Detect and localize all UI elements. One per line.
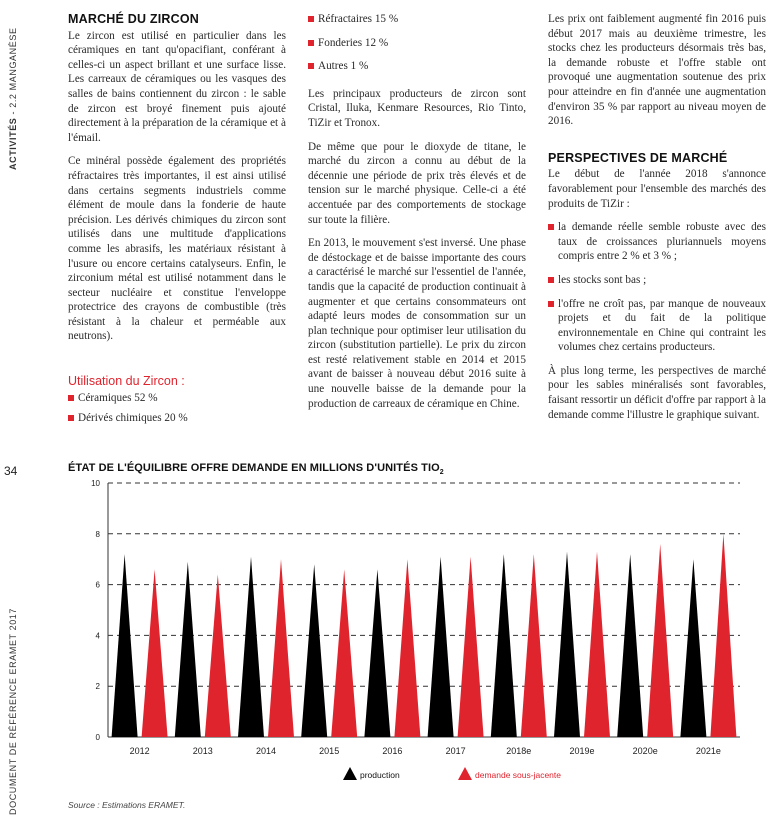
bar-demand	[142, 569, 168, 737]
y-tick-label: 0	[95, 733, 100, 742]
section-separator: -	[8, 107, 18, 118]
bar-production	[491, 554, 517, 737]
y-tick-label: 6	[95, 580, 100, 590]
x-tick-label: 2013	[192, 746, 213, 756]
section-title-zircon: MARCHÉ DU ZIRCON	[68, 12, 199, 26]
list-item: Dérivés chimiques 20 %	[68, 411, 286, 426]
bar-production	[364, 569, 390, 737]
section-title-perspectives: PERSPECTIVES DE MARCHÉ	[548, 150, 728, 165]
perspectives-list	[548, 220, 766, 355]
x-tick-label: 2014	[255, 746, 277, 756]
list-item: la demande réelle semble robuste avec des taux de croissances pluriannuels moyens compris entre 2 % et 3 % ;	[548, 220, 766, 264]
list-item: Fonderies 12 %	[308, 36, 526, 51]
bar-demand	[205, 574, 231, 737]
bar-production	[301, 564, 327, 737]
x-tick-label: 2020e	[632, 746, 658, 756]
uses-list-continued	[308, 12, 526, 74]
bar-demand	[458, 557, 484, 737]
uses-title: Utilisation du Zircon :	[68, 374, 185, 389]
x-tick-label: 2019e	[569, 746, 595, 756]
legend-label: production	[360, 770, 400, 780]
column-3	[548, 12, 766, 431]
document-footer-vertical: DOCUMENT DE RÉFÉRENCE ERAMET 2017	[8, 607, 18, 815]
y-tick-label: 10	[91, 479, 100, 488]
x-tick-label: 2015	[319, 746, 340, 756]
bar-demand	[268, 559, 294, 737]
column-2	[308, 12, 526, 420]
chapter-number: 2.2	[8, 93, 18, 108]
y-tick-label: 8	[95, 529, 100, 539]
paragraph: Ce minéral possède également des propriétés réfractaires très importantes, il est ainsi utilisé dans certains segments industriels comme élément de moule dans la fonderie de haute précision. Les dérivés chimiques du zircon sont utilisés dans une multitude d'applications comme les abrasifs, les matériaux résistant à l'usure ou encore certains catalyseurs. Enfin, le zirconium métal est utilisé notamment dans le secteur nucléaire et constitue l'enveloppe protectrice des crayons de combustible (très résistant à la chaleur et perméable aux neutrons).	[68, 155, 286, 343]
bar-demand	[394, 559, 420, 737]
section-label	[8, 27, 18, 170]
bar-demand	[584, 552, 610, 737]
supply-demand-chart	[60, 478, 770, 793]
source-note: Source : Estimations ERAMET.	[68, 800, 186, 810]
x-tick-label: 2016	[382, 746, 403, 756]
x-tick-label: 2018e	[506, 746, 532, 756]
bar-production	[680, 559, 706, 737]
uses-list	[68, 391, 286, 426]
y-tick-label: 4	[95, 631, 100, 641]
x-tick-label: 2021e	[695, 746, 721, 756]
section-name: ACTIVITÉS	[8, 117, 18, 170]
bar-production	[175, 562, 201, 737]
bar-production	[554, 552, 580, 737]
column-1	[68, 12, 286, 432]
bar-demand	[521, 554, 547, 737]
list-item: les stocks sont bas ;	[548, 273, 766, 288]
legend-label: demande sous-jacente	[475, 770, 562, 780]
paragraph: Le zircon est utilisé en particulier dans les céramiques en tant qu'opacifiant, conférant à celles-ci un aspect brillant et une surface lisse. Les carreaux de céramiques ou les vasques des salles de bains contiennent du zircon : le sable de zircon est broyé finement puis ajouté directement à la préparation de la céramique et à l'émail.	[68, 29, 286, 144]
paragraph: En 2013, le mouvement s'est inversé. Une phase de déstockage et de baisse importante des cours a caractérisé le marché sur l'essentiel de l'année, tandis que la capacité de production continuait à augmenter et que certains consommateurs ont adapté leurs modes de consommation sur un plan technique pour optimiser leur utilisation du zircon (substitution partielle). Le prix du zircon est resté relativement stable en 2014 et 2015 avant de baisser à nouveau début 2016 suite à une nouvelle baisse de la demande pour la production de carreaux de céramique en Chine.	[308, 237, 526, 410]
page-number: 34	[4, 464, 18, 478]
paragraph: Le début de l'année 2018 s'annonce favorablement pour l'ensemble des marchés des produits de TiZir :	[548, 168, 766, 210]
bar-production	[617, 554, 643, 737]
chart-title-subscript: 2	[439, 469, 444, 477]
legend-marker	[343, 767, 357, 780]
list-item: Autres 1 %	[308, 59, 526, 74]
bar-production	[112, 554, 138, 737]
chart-title	[68, 462, 444, 476]
legend-marker	[458, 767, 472, 780]
chart-title-text: ÉTAT DE L'ÉQUILIBRE OFFRE DEMANDE EN MILLIONS D'UNITÉS TIO	[68, 462, 440, 474]
list-item: l'offre ne croît pas, par manque de nouveaux projets et du fait de la politique environnementale en Chine qui contraint les volumes chez certains producteurs.	[548, 297, 766, 355]
list-item: Céramiques 52 %	[68, 391, 286, 406]
bar-production	[428, 557, 454, 737]
paragraph: À plus long terme, les perspectives de marché pour les sables minéralisés sont favorables, faisant ressortir un déficit d'offre par rapport à la demande comme l'illustre le graphique suivant.	[548, 364, 766, 421]
bar-demand	[331, 569, 357, 737]
paragraph: Les principaux producteurs de zircon sont Cristal, Iluka, Kenmare Resources, Rio Tinto, TiZir et Tronox.	[308, 87, 526, 129]
bar-production	[238, 557, 264, 737]
x-tick-label: 2012	[129, 746, 150, 756]
y-tick-label: 2	[95, 682, 100, 692]
paragraph: Les prix ont faiblement augmenté fin 2016 puis début 2017 mais au deuxième trimestre, les stocks chez les producteurs désormais très bas, la demande robuste et l'offre stable ont provoqué une augmentation soutenue des prix pour atteindre en fin d'année une augmentation d'environ 35 % par rapport au niveau moyen de 2016.	[548, 13, 766, 128]
bar-demand	[647, 544, 673, 737]
paragraph: De même que pour le dioxyde de titane, le marché du zircon a connu au début de la décennie une période de prix très élevés et de tension sur le marché physique. Celle-ci a été accentuée par des comportements de stockage sur toute la filière.	[308, 140, 526, 226]
x-tick-label: 2017	[445, 746, 466, 756]
list-item: Réfractaires 15 %	[308, 12, 526, 27]
section-subject: MANGANÈSE	[8, 27, 18, 91]
